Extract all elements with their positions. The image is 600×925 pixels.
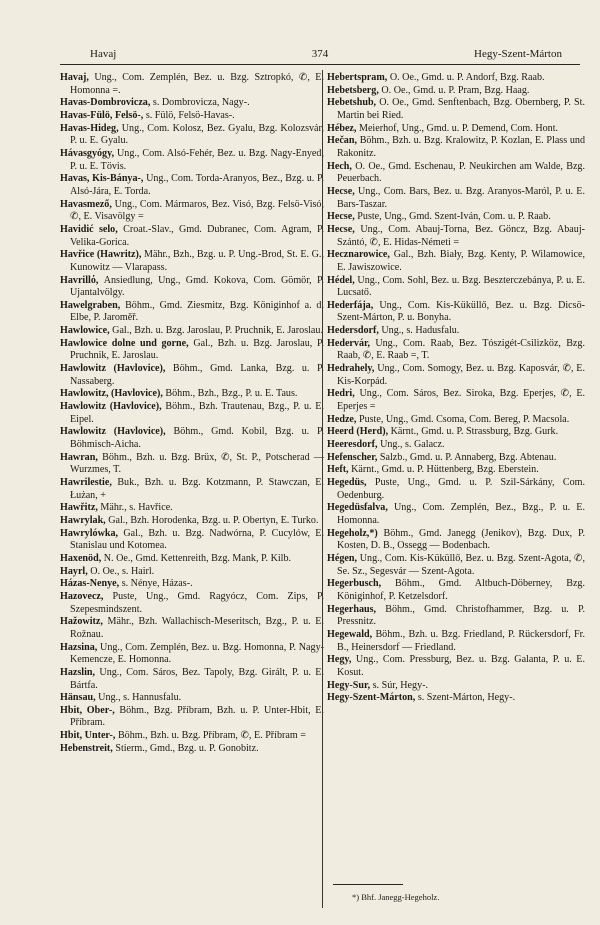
gazetteer-entry xyxy=(60,553,324,566)
entry-headword: Hebertspram, xyxy=(327,72,388,83)
entry-headword: Hegy-Szent-Márton, xyxy=(327,692,416,704)
entry-headword: Heerd (Herd), xyxy=(327,426,389,438)
gazetteer-entry xyxy=(60,730,324,743)
entry-text: s. Szent-Márton, Hegy-. xyxy=(417,692,516,704)
entry-headword: Hedersdorf, xyxy=(327,325,379,337)
gazetteer-entry xyxy=(327,692,585,705)
entry-headword: Hayrl, xyxy=(60,565,88,577)
entry-text: s. Fülö, Felsö-Havas-. xyxy=(145,109,235,121)
gazetteer-entry xyxy=(327,72,585,85)
entry-headword: Hänsau, xyxy=(60,692,96,704)
entry-headword: Hawrylak, xyxy=(60,514,106,526)
entry-text: Buk., Bzh. u. Bzg. Kotzmann, P. Stawczan, E. Łużan, + xyxy=(70,477,324,501)
gazetteer-entry xyxy=(327,553,585,578)
entry-text: Ung., s. Hannusfalu. xyxy=(98,692,182,704)
entry-text: Puste, Ung., Gmd. u. P. Szil-Sárkány, Com. Oedenburg. xyxy=(337,477,585,501)
gazetteer-entry xyxy=(327,502,585,527)
entry-headword: Hebenstreit, xyxy=(60,742,113,754)
gazetteer-entry xyxy=(60,363,324,388)
entry-text: O. Oe., s. Hairl. xyxy=(90,565,155,577)
entry-text: Böhm., Gmd. Lanka, Bzg. u. P. Nassaberg. xyxy=(70,363,324,387)
entry-headword: Havas-Dombrovicza, xyxy=(60,97,151,109)
entry-text: Ung., Com. Kis-Küküllő, Bez. u. Bzg. Dicsö-Szent-Márton, P. u. Bonyha. xyxy=(337,299,585,324)
gazetteer-entry xyxy=(327,300,585,325)
entry-text: Ung., s. Hadusfalu. xyxy=(381,325,460,337)
entry-headword: Hedrahely, xyxy=(327,363,375,375)
gazetteer-entry xyxy=(327,388,585,413)
entry-headword: Hawlowitz (Havlovice), xyxy=(60,426,166,438)
entry-headword: Hawrylówka, xyxy=(60,527,119,539)
entry-text: Böhm., Gmd. Ziesmitz, Bzg. Königinhof a. d. Elbe, P. Jaroměř. xyxy=(70,299,324,324)
entry-text: Mähr., Bzh. Wallachisch-Meseritsch, Bzg., P. u. E. Rožnau. xyxy=(70,616,324,640)
gazetteer-entry xyxy=(327,211,585,224)
gazetteer-entry xyxy=(327,452,585,465)
entry-headword: Hawran, xyxy=(60,451,98,463)
gazetteer-entry xyxy=(327,578,585,603)
entry-headword: Hederfája, xyxy=(327,299,374,311)
entry-headword: Hbit, Ober-, xyxy=(60,704,115,716)
gazetteer-entry xyxy=(327,338,585,363)
entry-text: O. Oe., Gmd. Eschenau, P. Neukirchen am Walde, Bzg. Peuerbach. xyxy=(337,160,586,185)
entry-headword: Hegy, xyxy=(327,654,352,666)
entry-headword: Hegedüsfalva, xyxy=(327,502,388,514)
entry-headword: Heft, xyxy=(327,464,349,476)
gazetteer-entry xyxy=(60,705,324,730)
gazetteer-entry xyxy=(327,249,585,274)
gazetteer-entry xyxy=(327,186,585,211)
gazetteer-entry xyxy=(327,161,585,186)
gazetteer-entry xyxy=(327,224,585,249)
gazetteer-entry xyxy=(60,578,324,591)
entry-headword: Hédel, xyxy=(327,274,355,286)
entry-text: O. Oe., Gmd. u. P. Pram, Bzg. Haag. xyxy=(381,84,530,96)
entry-headword: Havaj, xyxy=(60,72,89,83)
gazetteer-entry xyxy=(327,629,585,654)
page-number: 374 xyxy=(311,48,329,60)
gazetteer-entry xyxy=(60,388,324,401)
entry-text: Böhm., Bzg. Příbram, Bzh. u. P. Unter-Hbit, E. Příbram. xyxy=(70,704,324,729)
header-rule xyxy=(60,64,580,65)
entry-text: s. Nénye, Házas-. xyxy=(121,578,193,590)
entry-text: Ung., Com. Kis-Küküllő, Bez. u. Bzg. Szent-Agota, ✆, Se. Sz., Segesvár — Szent-Agota. xyxy=(337,552,585,577)
gazetteer-entry xyxy=(60,97,324,110)
entry-headword: Havas, Kis-Bánya-, xyxy=(60,173,144,185)
gazetteer-entry xyxy=(60,642,324,667)
column-divider xyxy=(322,70,323,908)
entry-headword: Hégen, xyxy=(327,552,357,564)
gazetteer-entry xyxy=(327,325,585,338)
gazetteer-entry xyxy=(327,477,585,502)
entry-text: Ung., Com. Raab, Bez. Tószigét-Csilizköz, Bzg. Raab, ✆, E. Raab =, T. xyxy=(337,337,585,362)
entry-text: Böhm., Gmd. Altbuch-Döberney, Bzg. Königinhof, P. Ketzelsdorf. xyxy=(337,578,585,602)
entry-headword: Hegerhaus, xyxy=(327,603,377,615)
entry-text: Salzb., Gmd. u. P. Annaberg, Bzg. Abtenau. xyxy=(379,451,557,463)
entry-headword: Hawlowice, xyxy=(60,325,110,337)
entry-text: Böhm., Bzh. u. Bzg. Brüx, ✆, St. P., Potscherad — Wurzmes, T. xyxy=(70,451,324,476)
gazetteer-entry xyxy=(327,654,585,679)
gazetteer-entry xyxy=(327,439,585,452)
entry-headword: Heeresdorf, xyxy=(327,439,378,451)
entry-headword: Hech, xyxy=(327,160,352,172)
entry-headword: Havas-Fülö, Felsö-, xyxy=(60,109,144,121)
entry-headword: Hecse, xyxy=(327,223,355,235)
entry-text: Ung., Com. Sohl, Bez. u. Bzg. Beszterczebánya, P. u. E. Lucsatő. xyxy=(337,274,585,299)
entry-headword: Hegeholz,*) xyxy=(327,527,378,539)
entry-headword: Havřice (Hawritz), xyxy=(60,249,142,261)
entry-headword: Hawlowitz (Havlovice), xyxy=(60,401,162,413)
entry-text: Ung., Com. Torda-Aranyos, Bez., Bzg. u. P. Alsó-Jára, E. Torda. xyxy=(70,173,324,197)
entry-text: Ung., Com. Bars, Bez. u. Bzg. Aranyos-Maról, P. u. E. Bars-Taszar. xyxy=(337,185,585,210)
entry-text: Böhm., Bzh. u. Bzg. Friedland, P. Rückersdorf, Fr. B., Heinersdorf — Friedland. xyxy=(337,628,586,653)
entry-headword: Hecse, xyxy=(327,211,355,223)
entry-headword: Hefenscher, xyxy=(327,451,378,463)
entry-text: s. Dombrovicza, Nagy-. xyxy=(152,97,250,109)
entry-text: Böhm., Bzh. Trautenau, Bzg., P. u. E. Eipel. xyxy=(70,401,324,425)
gazetteer-entry xyxy=(60,426,324,451)
entry-text: Ung., Com. Alsó-Fehér, Bez. u. Bzg. Nagy-Enyed, P. u. E. Tövis. xyxy=(70,147,324,172)
entry-text: Böhm., Bzh. u. Bzg. Kralowitz, P. Kozlan, E. Plass und Rakonitz. xyxy=(337,135,585,159)
entry-text: Puste, Ung., Gmd. Csoma, Com. Bereg, P. Macsola. xyxy=(358,413,570,425)
entry-text: Gal., Bzh. u. Bzg. Nadwórna, P. Cucylów, E. Stanislau und Kotomea. xyxy=(70,527,324,552)
entry-text: Croat.-Slav., Gmd. Dubranec, Com. Agram, P. Velika-Gorica. xyxy=(70,223,324,248)
footnote-rule xyxy=(333,884,403,885)
entry-headword: Havasmező, xyxy=(60,198,112,210)
entry-headword: Havidić selo, xyxy=(60,223,118,235)
entry-headword: Havas-Hideg, xyxy=(60,122,119,134)
gazetteer-entry xyxy=(327,680,585,693)
gazetteer-entry xyxy=(60,515,324,528)
entry-headword: Hedri, xyxy=(327,388,355,400)
gazetteer-entry xyxy=(327,275,585,300)
entry-headword: Hawelgraben, xyxy=(60,299,121,311)
entry-headword: Hečan, xyxy=(327,135,357,147)
gazetteer-entry xyxy=(60,275,324,300)
entry-headword: Hawrilestie, xyxy=(60,477,112,488)
gazetteer-entry xyxy=(60,692,324,705)
gazetteer-entry xyxy=(60,477,324,502)
entry-text: Mähr., Bzh., Bzg. u. P. Ung.-Brod, St. E. G., Kunowitz — Vlarapass. xyxy=(70,249,324,273)
entry-headword: Hegewald, xyxy=(327,628,373,640)
entry-text: Ung., Com. Zemplén, Bez., Bzg., P. u. E. Homonna. xyxy=(337,502,585,526)
entry-headword: Hébez, xyxy=(327,122,357,134)
gazetteer-entry xyxy=(60,616,324,641)
gazetteer-entry xyxy=(327,426,585,439)
gazetteer-entry xyxy=(60,123,324,148)
entry-headword: Hebetsberg, xyxy=(327,84,379,96)
entry-text: Gal., Bzh. Horodenka, Bzg. u. P. Obertyn, E. Turko. xyxy=(108,514,319,526)
entry-text: Böhm., Bzh. u. Bzg. Příbram, ✆, E. Příbram = xyxy=(117,730,306,742)
right-column xyxy=(327,72,585,705)
gazetteer-entry xyxy=(60,173,324,198)
entry-headword: Havrillό, xyxy=(60,274,99,286)
entry-text: Ung., Com. Somogy, Bez. u. Bzg. Kaposvár, ✆, E. Kis-Korpád. xyxy=(337,363,585,387)
entry-headword: Hazovecz, xyxy=(60,590,104,602)
entry-text: Böhm., Gmd. Janegg (Jenikov), Bzg. Dux, P. Kosten, D. B., Ossegg — Bodenbach. xyxy=(337,527,585,552)
gazetteer-entry xyxy=(60,667,324,692)
header-left-keyword: Havaj xyxy=(90,48,117,60)
page-header xyxy=(60,44,580,66)
footnote: *) Bhf. Janegg-Hegeholz. xyxy=(352,892,440,902)
entry-text: Ung., Com. Pressburg, Bez. u. Bzg. Galanta, P. u. E. Kosut. xyxy=(337,654,585,678)
gazetteer-entry xyxy=(60,72,324,97)
entry-text: Gal., Bzh. u. Bzg. Jaroslau, P. Pruchnik, E. Jaroslau. xyxy=(70,337,324,362)
entry-text: Ung., Com. Sáros, Bez. Tapoly, Bzg. Girált, P. u. E. Bártfa. xyxy=(70,666,324,691)
gazetteer-entry xyxy=(60,199,324,224)
gazetteer-entry xyxy=(60,502,324,515)
entry-text: Mähr., s. Havřice. xyxy=(100,502,173,514)
gazetteer-entry xyxy=(60,249,324,274)
entry-headword: Hedervár, xyxy=(327,337,371,349)
gazetteer-entry xyxy=(327,123,585,136)
gazetteer-entry xyxy=(327,363,585,388)
entry-headword: Hecznarowice, xyxy=(327,249,390,261)
gazetteer-entry xyxy=(60,224,324,249)
gazetteer-entry xyxy=(60,338,324,363)
entry-text: O. Oe., Gmd. u. P. Andorf, Bzg. Raab. xyxy=(389,72,545,83)
entry-text: Ung., Com. Kolosz, Bez. Gyalu, Bzg. Kolozsvár, P. u. E. Gyalu. xyxy=(70,122,325,147)
entry-text: Meierhof, Ung., Gmd. u. P. Demend, Com. Hont. xyxy=(358,122,559,134)
entry-text: Puste, Ung., Gmd. Szent-Iván, Com. u. P. Raab. xyxy=(357,211,551,223)
entry-text: Ung., Com. Zemplén, Bez. u. Bzg. Homonna, P. Nagy-Kemencze, E. Homonna. xyxy=(70,641,324,666)
entry-headword: Hawlowitz, (Havlovice), xyxy=(60,388,163,400)
entry-text: Böhm., Bzh., Bzg., P. u. E. Taus. xyxy=(165,388,298,400)
gazetteer-entry xyxy=(60,743,324,756)
entry-text: Kärnt., Gmd. u. P. Strassburg, Bzg. Gurk. xyxy=(390,426,559,438)
entry-headword: Hegedüs, xyxy=(327,477,367,488)
entry-headword: Hegy-Sur, xyxy=(327,679,371,691)
gazetteer-entry xyxy=(327,604,585,629)
entry-text: Ansiedlung, Ung., Gmd. Kokova, Com. Gömör, P. Ujantalvölgy. xyxy=(70,274,324,299)
entry-text: Ung., s. Galacz. xyxy=(380,439,445,451)
entry-text: Ung., Com. Zemplén, Bez. u. Bzg. Sztropkó, ✆, E. Homonna =. xyxy=(70,72,324,96)
entry-headword: Hecse, xyxy=(327,185,355,197)
left-column xyxy=(60,72,324,755)
entry-headword: Hawlowice dolne und gorne, xyxy=(60,337,189,349)
entry-headword: Házas-Nenye, xyxy=(60,578,120,590)
entry-text: Stierm., Gmd., Bzg. u. P. Gonobitz. xyxy=(115,742,259,754)
entry-headword: Hávasgyógy, xyxy=(60,147,115,159)
gazetteer-entry xyxy=(60,591,324,616)
gazetteer-entry xyxy=(60,566,324,579)
gazetteer-entry xyxy=(327,414,585,427)
gazetteer-entry xyxy=(60,401,324,426)
entry-headword: Hazsina, xyxy=(60,641,98,653)
entry-headword: Hažowitz, xyxy=(60,616,103,628)
entry-text: Kärnt., Gmd. u. P. Hüttenberg, Bzg. Eberstein. xyxy=(351,464,539,476)
entry-text: Böhm., Gmd. Christofhammer, Bzg. u. P. Pressnitz. xyxy=(337,603,585,628)
entry-headword: Hbit, Unter-, xyxy=(60,730,116,742)
gazetteer-entry xyxy=(60,148,324,173)
gazetteer-entry xyxy=(60,528,324,553)
gazetteer-entry xyxy=(327,97,585,122)
entry-headword: Hawlowitz (Havlovice), xyxy=(60,363,166,375)
entry-text: Böhm., Gmd. Kobil, Bzg. u. P. Böhmisch-Aicha. xyxy=(70,426,324,451)
entry-headword: Haxenöd, xyxy=(60,552,102,564)
entry-headword: Hazslin, xyxy=(60,666,96,678)
gazetteer-entry xyxy=(327,464,585,477)
gazetteer-entry xyxy=(327,85,585,98)
entry-headword: Hawřitz, xyxy=(60,502,98,514)
gazetteer-entry xyxy=(327,528,585,553)
gazetteer-entry xyxy=(60,300,324,325)
entry-text: N. Oe., Gmd. Kettenreith, Bzg. Mank, P. Kilb. xyxy=(103,552,292,564)
entry-text: Gal., Bzh. Biały, Bzg. Kenty, P. Wilamowice, E. Jawiszowice. xyxy=(337,249,586,273)
entry-text: Ung., Com. Abauj-Torna, Bez. Göncz, Bzg. Abauj-Szántó, ✆, E. Hidas-Németi = xyxy=(337,223,585,248)
entry-text: Ung., Com. Mármaros, Bez. Visó, Bzg. Felsö-Visó, ✆, E. Visavölgy = xyxy=(70,198,324,223)
entry-text: O. Oe., Gmd. Senftenbach, Bzg. Obernberg, P. St. Martin bei Ried. xyxy=(337,97,585,121)
entry-text: Ung., Com. Sáros, Bez. Siroka, Bzg. Eperjes, ✆, E. Eperjes = xyxy=(337,388,586,413)
entry-text: Gal., Bzh. u. Bzg. Jaroslau, P. Pruchnik, E. Jaroslau. xyxy=(112,325,323,337)
gazetteer-entry xyxy=(60,110,324,123)
gazetteer-entry xyxy=(60,325,324,338)
entry-text: Puste, Ung., Gmd. Ragyócz, Com. Zips, P. Szepesmindszent. xyxy=(70,590,324,615)
header-right-keyword: Hegy-Szent-Márton xyxy=(474,48,562,60)
entry-text: s. Súr, Hegy-. xyxy=(372,679,429,691)
gazetteer-entry xyxy=(60,452,324,477)
entry-headword: Hebetshub, xyxy=(327,97,377,109)
entry-headword: Hegerbusch, xyxy=(327,578,382,590)
gazetteer-entry xyxy=(327,135,585,160)
entry-headword: Hedze, xyxy=(327,413,357,425)
